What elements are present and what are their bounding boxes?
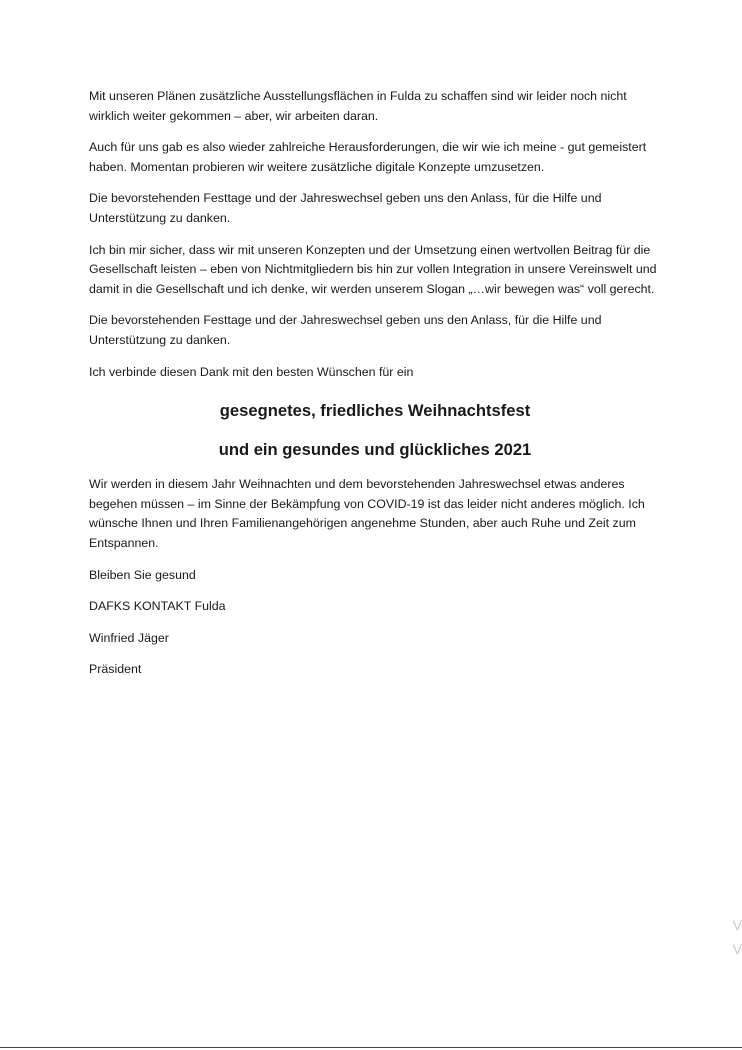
greeting-new-year: und ein gesundes und glückliches 2021 [218, 440, 532, 460]
letter-body [89, 87, 661, 692]
paragraph-exhibition-plans: Mit unseren Plänen zusätzliche Ausstellungsflächen in Fulda zu schaffen sind wir leider noch nicht wirklich weiter gekommen – aber, wir arbeiten daran. [89, 89, 627, 123]
paragraph-wishes-intro: Ich verbinde diesen Dank mit den besten Wünschen für ein [89, 364, 414, 379]
greeting-christmas: gesegnetes, friedliches Weihnachtsfest [219, 401, 531, 421]
edge-mark-top: V [732, 917, 742, 933]
signer-title: Präsident [89, 662, 142, 677]
paragraph-contribution: Ich bin mir sicher, dass wir mit unseren Konzepten und der Umsetzung einen wertvollen Beitrag für die Gesellschaft leisten – eben von Nichtmitgliedern bis hin zur vollen Integration in unsere Vereinswelt und damit in die Gesellschaft und ich denke, wir werden unserem Slogan „…wir bewegen was“ voll gerecht. [89, 242, 657, 296]
paragraph-covid: Wir werden in diesem Jahr Weihnachten und dem bevorstehenden Jahreswechsel etwas anderes begehen müssen – im Sinne der Bekämpfung von COVID-19 ist das leider nicht anderes möglich. Ich wünsche Ihnen und Ihren Familienangehörigen angenehme Stunden, aber auch Ruhe und Zeit zum Entspannen. [89, 477, 645, 550]
organization-name: DAFKS KONTAKT Fulda [89, 599, 226, 614]
farewell-line: Bleiben Sie gesund [89, 567, 196, 582]
paragraph-thanks-repeat: Die bevorstehenden Festtage und der Jahreswechsel geben uns den Anlass, für die Hilfe und Unterstützung zu danken. [89, 313, 602, 347]
edge-mark-bottom: V [732, 941, 742, 957]
paragraph-challenges: Auch für uns gab es also wieder zahlreiche Herausforderungen, die wir wie ich meine - gut gemeistert haben. Momentan probieren wir weitere zusätzliche digitale Konzepte umzusetzen. [89, 140, 647, 174]
signer-name: Winfried Jäger [89, 630, 169, 645]
paragraph-thanks: Die bevorstehenden Festtage und der Jahreswechsel geben uns den Anlass, für die Hilfe und Unterstützung zu danken. [89, 191, 602, 225]
page-bottom-rule [0, 1047, 742, 1048]
